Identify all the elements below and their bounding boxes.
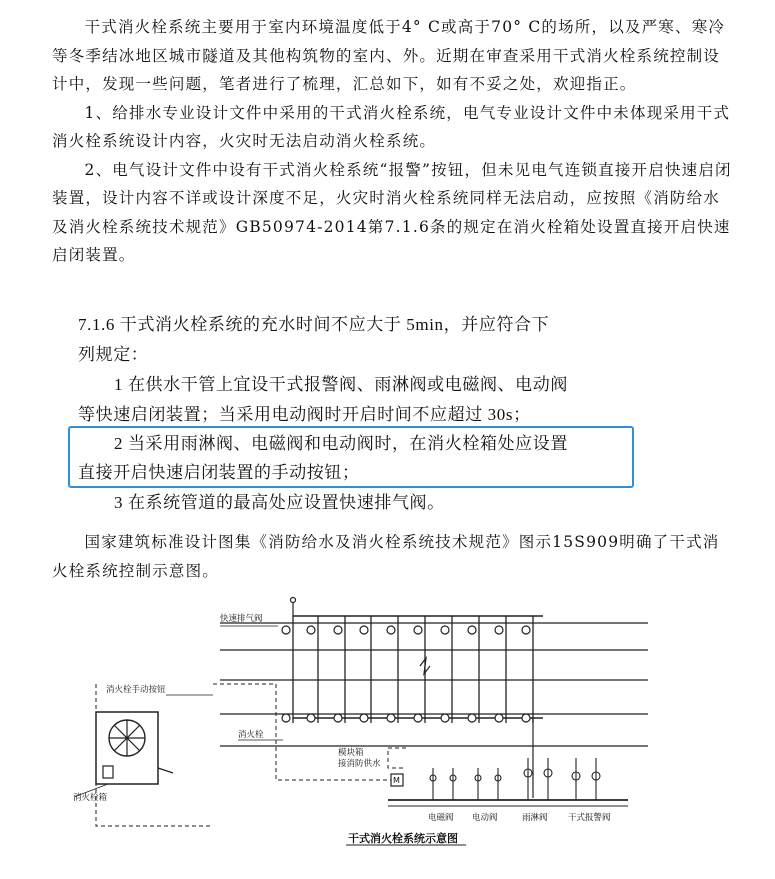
excerpt-line-5: 2 当采用雨淋阀、电磁阀和电动阀时，在消火栓箱处应设置 <box>114 434 568 453</box>
intro-paragraph-3: 2、电气设计文件中设有干式消火栓系统“报警”按钮，但未见电气连锁直接开启快速启闭装置，设计内容不详或设计深度不足，火灾时消火栓系统同样无法启动，应按照《消防给水及消火栓系统技术规范》GB50974-2014第7.1.6条的规定在消火栓箱处设置直接开启快速启闭装置。 <box>52 160 732 264</box>
label-deluge-valve: 雨淋阀 <box>522 813 548 823</box>
excerpt-line-2: 列规定： <box>78 345 149 364</box>
label-dry-alarm-valve: 干式报警阀 <box>568 813 611 823</box>
label-motorized-valve: 电动阀 <box>472 813 498 823</box>
intro-paragraph-1: 干式消火栓系统主要用于室内环境温度低于4° C或高于70° C的场所，以及严寒、寒冷等冬季结冰地区城市隧道及其他构筑物的室内、外。近期在审查采用干式消火栓系统控制设计中，发现一些问题，笔者进行了梳理，汇总如下，如有不妥之处，欢迎指正。 <box>52 18 726 93</box>
code-excerpt <box>66 308 646 520</box>
label-manual-button: 消火栓手动按钮 <box>106 685 166 695</box>
label-hydrant-box: 消火栓箱 <box>73 793 108 803</box>
label-hydrant: 消火栓 <box>238 730 264 740</box>
intro-text <box>52 13 732 270</box>
excerpt-line-3: 1 在供水干管上宜设干式报警阀、雨淋阀或电磁阀、电动阀 <box>114 375 568 394</box>
label-exhaust-valve: 快速排气阀 <box>220 614 263 624</box>
excerpt-line-4: 等快速启闭装置；当采用电动阀时开启时间不应超过 30s； <box>78 405 531 424</box>
diagram-intro-paragraph: 国家建筑标准设计图集《消防给水及消火栓系统技术规范》图示15S909明确了干式消火栓系统控制示意图。 <box>52 533 720 580</box>
excerpt-line-1: 7.1.6 干式消火栓系统的充水时间不应大于 5min，并应符合下 <box>78 315 550 334</box>
label-fire-supply: 接消防供水 <box>338 759 381 769</box>
excerpt-line-6: 直接开启快速启闭装置的手动按钮； <box>78 463 360 482</box>
label-motor-m: M <box>393 776 400 785</box>
label-solenoid-valve: 电磁阀 <box>428 813 454 823</box>
diagram-intro-text <box>52 528 732 585</box>
dry-hydrant-diagram <box>48 588 678 850</box>
intro-paragraph-2: 1、给排水专业设计文件中采用的干式消火栓系统，电气专业设计文件中未体现采用干式消火栓系统设计内容，火灾时无法启动消火栓系统。 <box>52 103 731 150</box>
diagram-caption: 干式消火栓系统示意图 <box>348 832 458 845</box>
excerpt-line-7: 3 在系统管道的最高处应设置快速排气阀。 <box>114 493 445 512</box>
label-module-box: 模块箱 <box>338 748 364 758</box>
